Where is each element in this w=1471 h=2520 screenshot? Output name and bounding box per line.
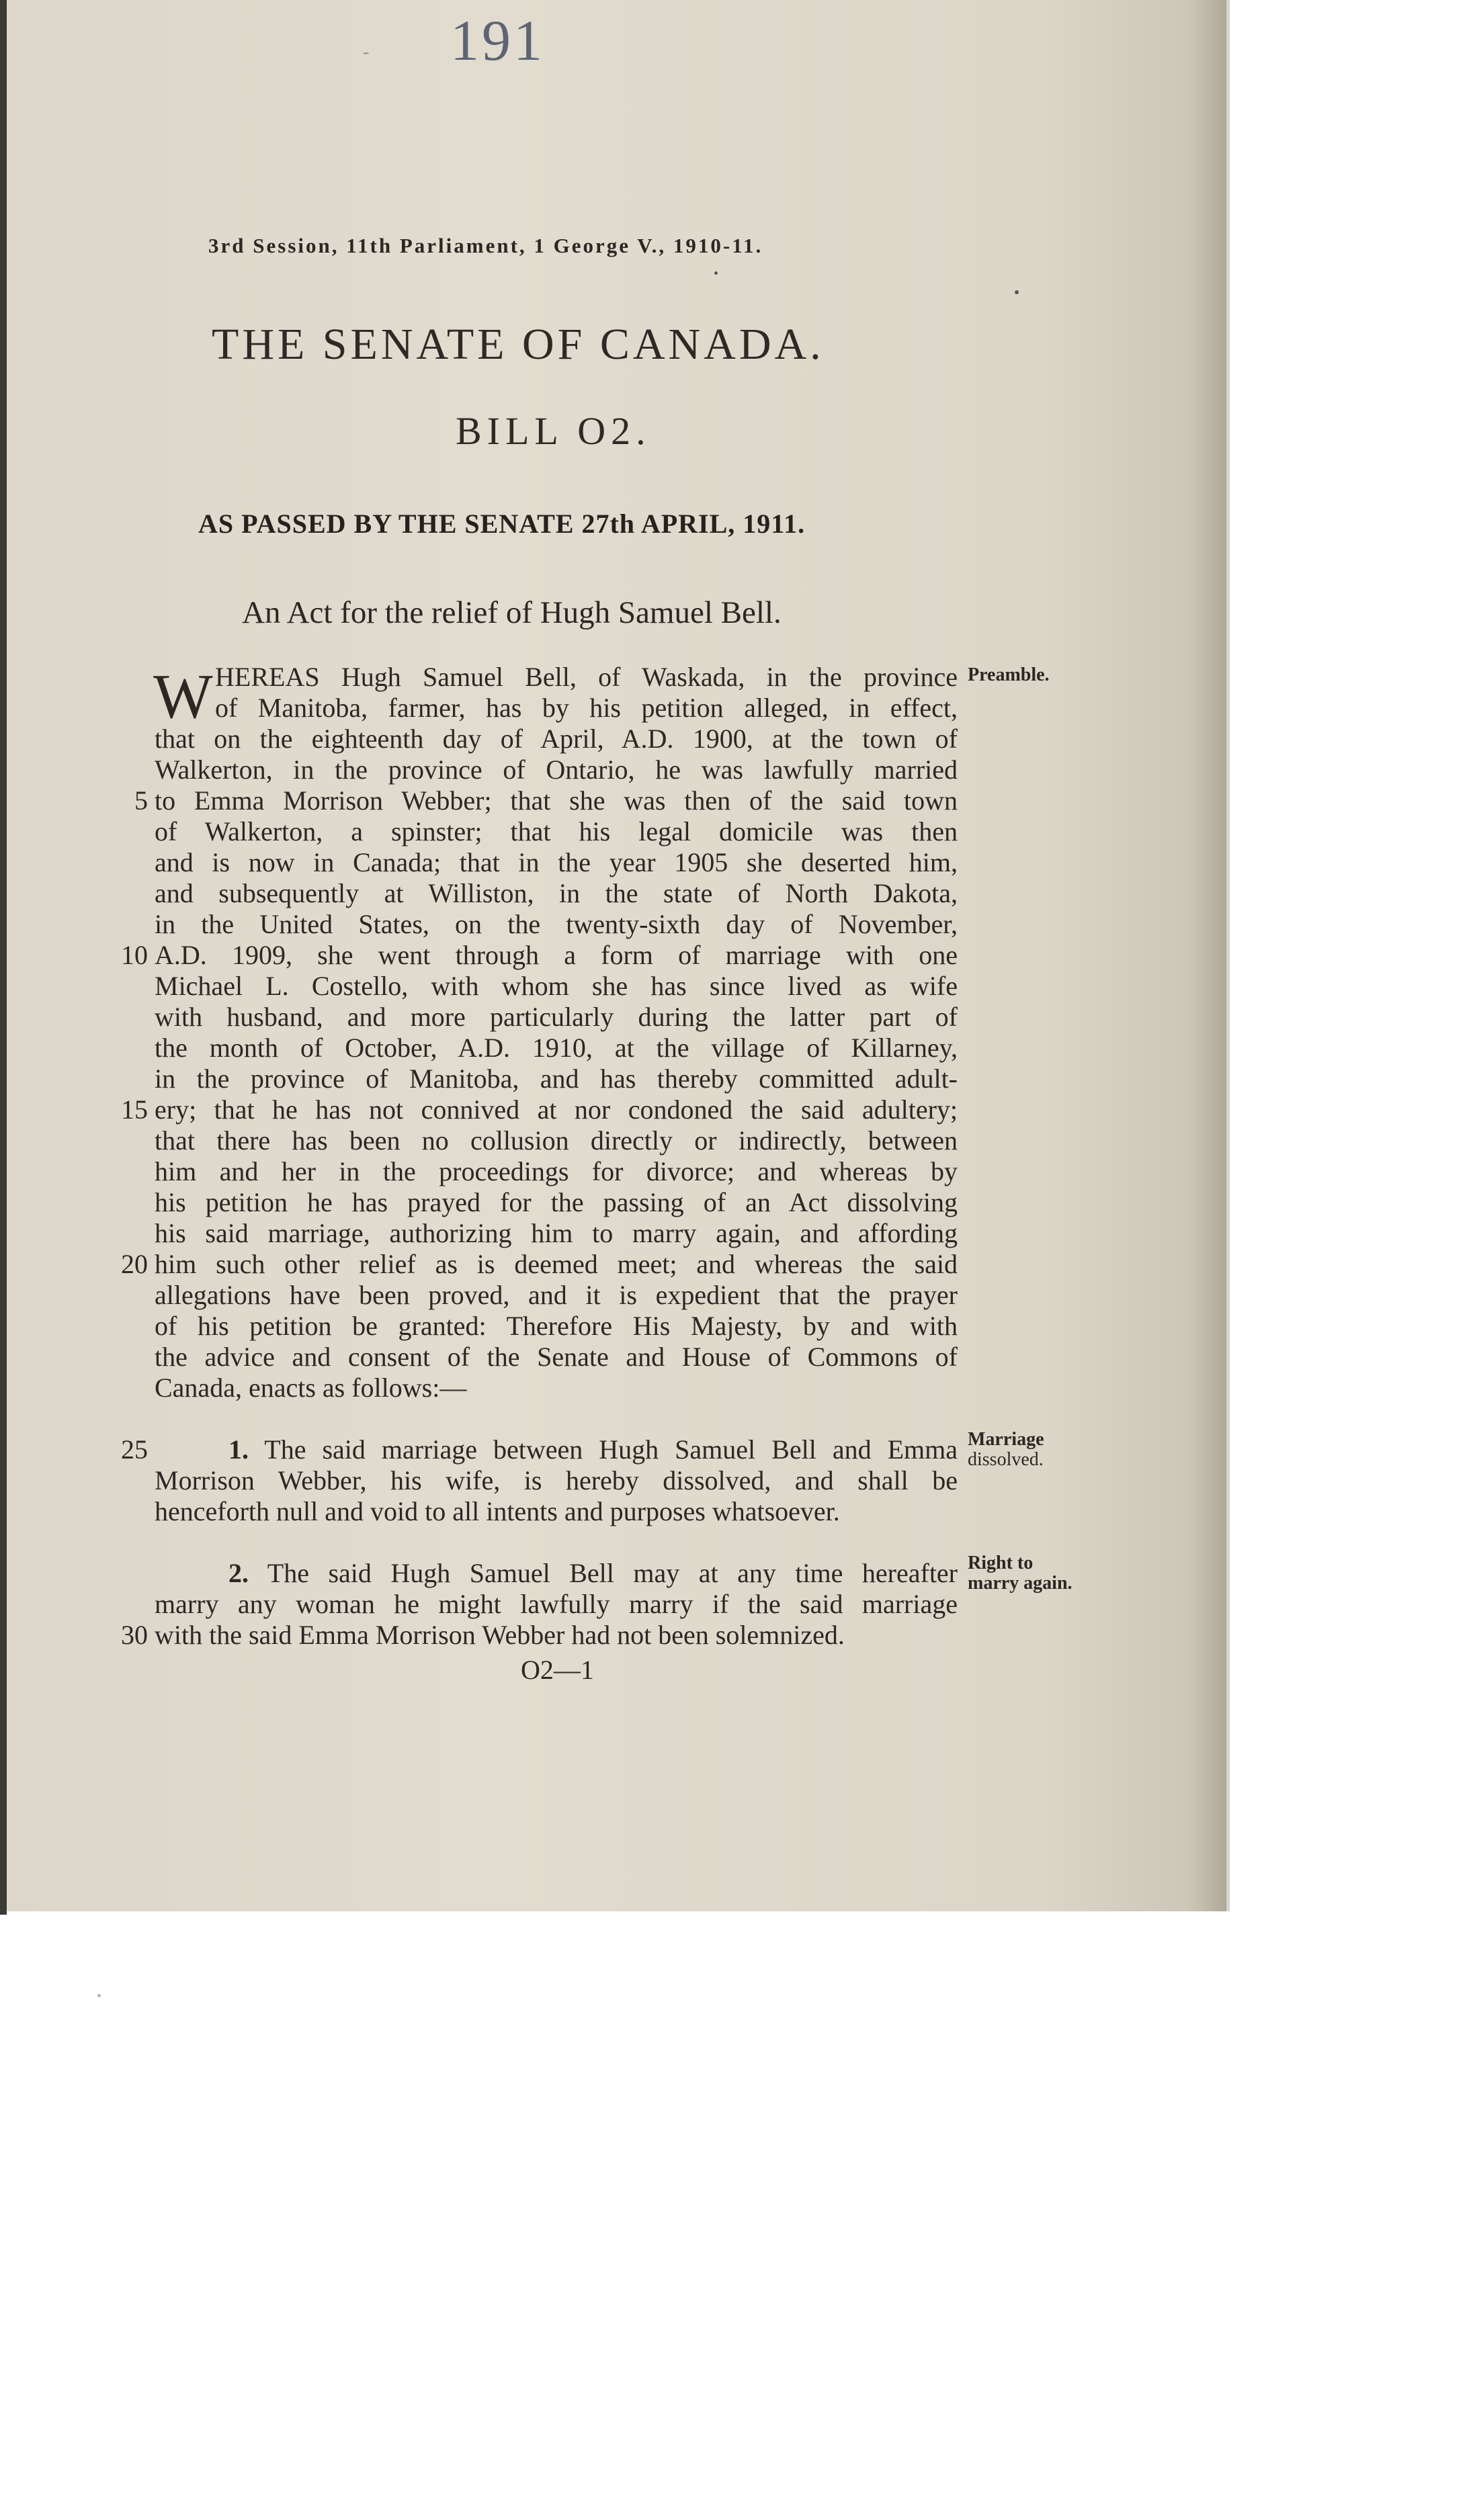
preamble-line: Canada, enacts as follows:— bbox=[155, 1373, 467, 1403]
preamble-line: of his petition be granted: Therefore His Majesty, by and with bbox=[155, 1311, 958, 1341]
preamble-line: with husband, and more particularly during the latter part of bbox=[155, 1002, 958, 1032]
preamble-line: him such other relief as is deemed meet; and whereas the said bbox=[155, 1249, 958, 1279]
line-number: 30 bbox=[121, 1620, 148, 1650]
section-2-number: 2. bbox=[228, 1558, 249, 1588]
preamble-line: Walkerton, in the province of Ontario, he was lawfully married bbox=[155, 754, 958, 785]
preamble-line: A.D. 1909, she went through a form of marriage with one bbox=[155, 940, 958, 970]
line-number: 20 bbox=[121, 1249, 148, 1279]
scan-speck bbox=[714, 271, 718, 275]
house-title: THE SENATE OF CANADA. bbox=[212, 320, 825, 369]
preamble-line: in the United States, on the twenty-sixth day of November, bbox=[155, 909, 958, 939]
line-number: 25 bbox=[121, 1434, 148, 1465]
preamble-line: allegations have been proved, and it is expedient that the prayer bbox=[155, 1280, 958, 1310]
passed-line: AS PASSED BY THE SENATE 27th APRIL, 1911. bbox=[198, 509, 806, 539]
preamble-line: and is now in Canada; that in the year 1905 she deserted him, bbox=[155, 847, 958, 877]
preamble-line: the advice and consent of the Senate and House of Commons of bbox=[155, 1342, 958, 1372]
section-1-line bbox=[228, 1434, 958, 1465]
bill-footer: O2—1 bbox=[521, 1655, 594, 1685]
section-1-number: 1. bbox=[228, 1434, 249, 1465]
section-2-text: The said Hugh Samuel Bell may at any time hereafter bbox=[267, 1558, 958, 1588]
drop-cap: W bbox=[153, 662, 213, 732]
section-2-line: marry any woman he might lawfully marry if the said marriage bbox=[155, 1589, 958, 1619]
preamble-line: his said marriage, authorizing him to marry again, and affording bbox=[155, 1218, 958, 1248]
section-1-text: The said marriage between Hugh Samuel Bell and Emma bbox=[264, 1434, 958, 1465]
scan-speck bbox=[97, 1994, 101, 1997]
line-number: 10 bbox=[121, 940, 148, 970]
preamble-line: the month of October, A.D. 1910, at the village of Killarney, bbox=[155, 1033, 958, 1063]
margin-note-right-to-marry bbox=[968, 1553, 1073, 1594]
preamble-line: him and her in the proceedings for divorce; and whereas by bbox=[155, 1156, 958, 1186]
act-title: An Act for the relief of Hugh Samuel Bell. bbox=[242, 595, 782, 630]
preamble-line: in the province of Manitoba, and has thereby committed adult- bbox=[155, 1063, 958, 1094]
section-2-line: with the said Emma Morrison Webber had not been solemnized. bbox=[155, 1620, 845, 1650]
margin-note-line: marry again. bbox=[968, 1573, 1073, 1594]
bill-title: BILL O2. bbox=[456, 409, 651, 453]
section-2-line bbox=[228, 1558, 958, 1589]
margin-note-marriage-dissolved bbox=[968, 1430, 1044, 1470]
section-1-line: henceforth null and void to all intents and purposes whatsoever. bbox=[155, 1496, 840, 1526]
preamble-line: of Walkerton, a spinster; that his legal domicile was then bbox=[155, 816, 958, 846]
session-line: 3rd Session, 11th Parliament, 1 George V., 1910-11. bbox=[208, 234, 763, 257]
preamble-line: Michael L. Costello, with whom she has since lived as wife bbox=[155, 971, 958, 1001]
margin-note-line: dissolved. bbox=[968, 1449, 1044, 1470]
page-shadow bbox=[1189, 0, 1230, 1911]
preamble-line: and subsequently at Williston, in the state of North Dakota, bbox=[155, 878, 958, 908]
margin-note-line: Marriage bbox=[968, 1429, 1044, 1450]
preamble-line: to Emma Morrison Webber; that she was then of the said town bbox=[155, 785, 958, 816]
scan-speck bbox=[1015, 290, 1019, 294]
margin-note-line: Right to bbox=[968, 1553, 1034, 1573]
margin-note-preamble: Preamble. bbox=[968, 664, 1050, 685]
preamble-line: of Manitoba, farmer, has by his petition alleged, in effect, bbox=[215, 693, 958, 723]
preamble-line: HEREAS Hugh Samuel Bell, of Waskada, in the province bbox=[215, 662, 958, 692]
section-1-line: Morrison Webber, his wife, is hereby dissolved, and shall be bbox=[155, 1465, 958, 1495]
preamble-line: that there has been no collusion directly or indirectly, between bbox=[155, 1125, 958, 1156]
preamble-line: ery; that he has not connived at nor condoned the said adultery; bbox=[155, 1094, 958, 1125]
preamble-line: his petition he has prayed for the passing of an Act dissolving bbox=[155, 1187, 958, 1217]
line-number: 5 bbox=[134, 785, 148, 816]
page-number: 191 bbox=[450, 8, 545, 73]
line-number: 15 bbox=[121, 1094, 148, 1125]
scan-edge bbox=[0, 0, 7, 1915]
preamble-line: that on the eighteenth day of April, A.D. 1900, at the town of bbox=[155, 724, 958, 754]
page-mark: - bbox=[363, 42, 370, 62]
